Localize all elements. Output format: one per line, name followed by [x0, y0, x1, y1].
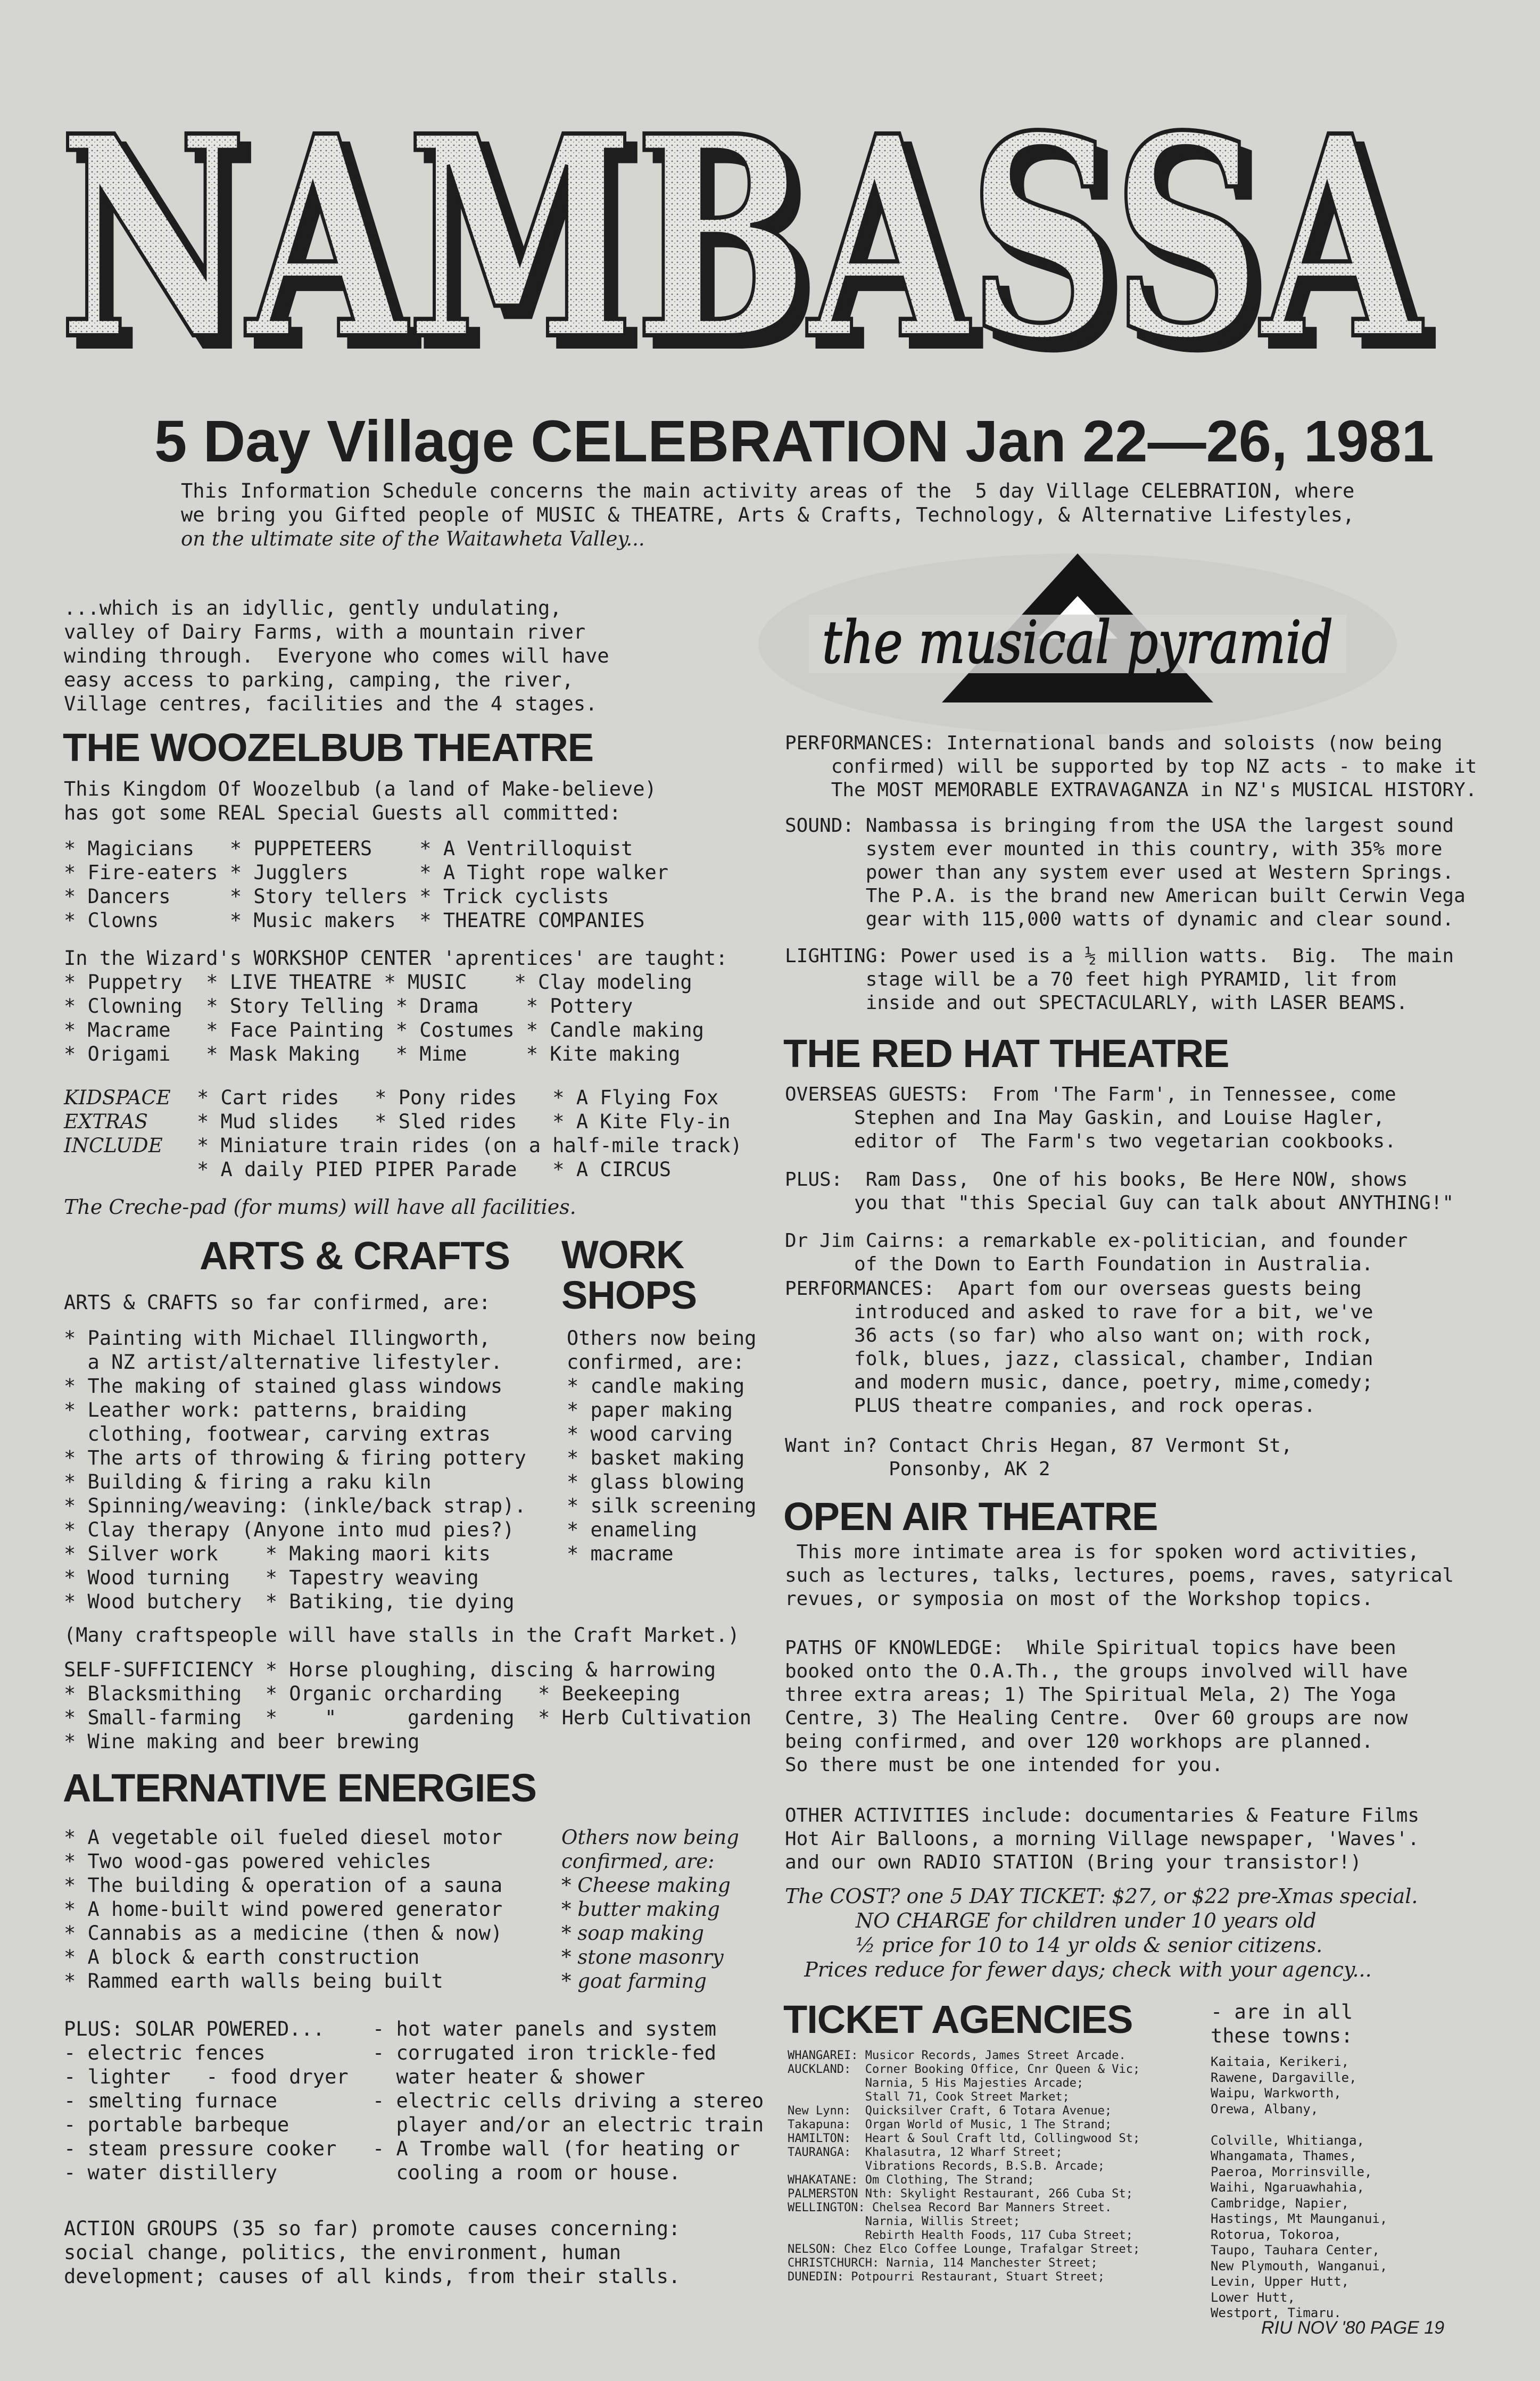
redhat-plus: PLUS: Ram Dass, One of his books, Be Here NOW, shows you that "this Special Guy can talk about ANYTHING!" — [785, 1169, 1454, 1214]
svg-text:NAMBASSA: NAMBASSA — [59, 76, 1426, 383]
intro-line-3: on the ultimate site of the Waitawheta Valley... — [181, 527, 645, 550]
page-footer: RIU NOV '80 PAGE 19 — [1261, 2318, 1445, 2338]
intro-line-1: This Information Schedule concerns the main activity areas of the 5 day Village CELEBRATION, where — [181, 479, 1355, 502]
pyramid-sound: SOUND: Nambassa is bringing from the USA the largest sound system ever mounted in this country, with 35% more power than any system ever used at Western Springs. The P.A. is the brand new American built Cerwin Vega gear with 115,000 watts of dynamic and clear sound. — [785, 815, 1466, 930]
other-activities: OTHER ACTIVITIES include: documentaries & Feature Films Hot Air Balloons, a morning Village newspaper, 'Waves'. and our own RADIO STATION (Bring your transistor!) — [785, 1805, 1420, 1873]
workshops-heading: WORK SHOPS — [561, 1233, 697, 1317]
ticket-agencies-heading: TICKET AGENCIES — [783, 1997, 1133, 2041]
redhat-contact: Want in? Contact Chris Hegan, 87 Vermont St, Ponsonby, AK 2 — [785, 1435, 1293, 1480]
paths-of-knowledge: PATHS OF KNOWLEDGE: While Spiritual topics have been booked onto the O.A.Th., the groups involved will have three extra areas; 1) The Spiritual Mela, 2) The Yoga Centre, 3) The Healing Centre. Over 60 groups are now being confirmed, and over 120 workhops are planned. So there must be one intended for you. — [785, 1637, 1408, 1776]
masthead-art — [43, 64, 1447, 383]
woozelbub-intro: This Kingdom Of Woozelbub (a land of Make-believe) has got some REAL Special Guests all committed: — [64, 778, 657, 824]
ticket-towns-list: Kaitaia, Kerikeri, Rawene, Dargaville, Waipu, Warkworth, Orewa, Albany, Colville, Whitianga, Whangamata, Thames, Paeroa, Morrinsville, Waihi, Ngaruawhahia, Cambridge, Napier, Hastings, Mt Maunganui, Rotorua, Tokoroa, Taupo, Tauhara Center, New Plymouth, Wanganui, Levin, Upper Hutt, Lower Hutt, Westport, Timaru. — [1211, 2054, 1388, 2320]
pyramid-logo-art — [745, 543, 1410, 734]
energies-heading: ALTERNATIVE ENERGIES — [63, 1766, 537, 1810]
creche-note: The Creche-pad (for mums) will have all facilities. — [64, 1195, 576, 1219]
svg-text:NAMBASSA: NAMBASSA — [69, 86, 1436, 383]
event-subtitle: 5 Day Village CELEBRATION Jan 22—26, 1981 — [154, 409, 1434, 474]
kidspace-list: * Cart rides * Pony rides * A Flying Fox * Mud slides * Sled rides * A Kite Fly-in * Miniature train rides (on a half-mile track) * A daily PIED PIPER Parade * A CIRCUS — [197, 1086, 742, 1181]
workshops-list: Others now being confirmed, are: * candle making * paper making * wood carving * basket making * glass blowing * silk screening * enameling * macrame — [567, 1327, 757, 1565]
ticket-agencies-list: WHANGAREI: Musicor Records, James Street Arcade. AUCKLAND: Corner Booking Office, Cnr Queen & Vic; Narnia, 5 His Majesties Arcade; Stall 71, Cook Street Market; New Lynn: Quicksilver Craft, 6 Totara Avenue; Takapuna: Organ World of Music, 1 The Strand; HAMILTON: Heart & Soul Craft ltd, Collingwood St; TAURANGA: Khalasutra, 12 Wharf Street; Vibrations Records, B.S.B. Arcade; WHAKATANE: Om Clothing, The Strand; PALMERSTON Nth: Skylight Restaurant, 266 Cuba St; WELLINGTON: Chelsea Record Bar Manners Street. Narnia, Willis Street; Rebirth Health Foods, 117 Cuba Street; NELSON: Chez Elco Coffee Lounge, Trafalgar Street; CHRISTCHURCH: Narnia, 114 Manchester Street; DUNEDIN: Potpourri Restaurant, Stuart Street; — [788, 2049, 1140, 2284]
redhat-overseas: OVERSEAS GUESTS: From 'The Farm', in Tennessee, come Stephen and Ina May Gaskin, and Louise Hagler, editor of The Farm's two vegetarian cookbooks. — [785, 1084, 1396, 1152]
redhat-performances: PERFORMANCES: Apart fom our overseas guests being introduced and asked to rave for a bit, we've 36 acts (so far) who also want on; with rock, folk, blues, jazz, classical, chamber, Indian and modern music, dance, poetry, mime,comedy; PLUS theatre companies, and rock operas. — [785, 1278, 1373, 1417]
woozelbub-heading: THE WOOZELBUB THEATRE — [63, 725, 594, 770]
craft-market-note: (Many craftspeople will have stalls in the Craft Market.) — [64, 1624, 740, 1647]
openair-intro: This more intimate area is for spoken word activities, such as lectures, talks, lectures, poems, raves, satyrical revues, or symposia on most of the Workshop topics. — [785, 1541, 1454, 1610]
self-sufficiency: SELF-SUFFICIENCY * Horse ploughing, discing & harrowing * Blacksmithing * Organic orcharding * Beekeeping * Small-farming * " gardening * Herb Cultivation * Wine making and beer brewing — [64, 1658, 752, 1753]
redhat-cairns: Dr Jim Cairns: a remarkable ex-politician, and founder of the Down to Earth Foundation in Australia. — [785, 1230, 1408, 1275]
ticket-towns-heading: - are in all these towns: — [1211, 2000, 1353, 2047]
arts-intro: ARTS & CRAFTS so far confirmed, are: — [64, 1291, 491, 1314]
pyramid-lighting: LIGHTING: Power used is a ½ million watts. Big. The main stage will be a 70 feet high PYRAMID, lit from inside and out SPECTACULARLY, with LASER BEAMS. — [785, 945, 1454, 1014]
musical-pyramid-logo — [745, 543, 1410, 734]
pyramid-performances: PERFORMANCES: International bands and soloists (now being confirmed) will be supported by top NZ acts - to make it The MOST MEMORABLE EXTRAVAGANZA in NZ's MUSICAL HISTORY. — [785, 732, 1477, 801]
intro-continuation: ...which is an idyllic, gently undulating, valley of Dairy Farms, with a mountain river winding through. Everyone who comes will have easy access to parking, camping, the river, Village centres, facilities and the 4 stages. — [64, 597, 609, 715]
svg-text:the musical pyramid: the musical pyramid — [822, 608, 1333, 676]
openair-heading: OPEN AIR THEATRE — [783, 1494, 1158, 1539]
woozelbub-workshop: In the Wizard's WORKSHOP CENTER 'aprentices' are taught: * Puppetry * LIVE THEATRE * MUSIC * Clay modeling * Clowning * Story Telling * Drama * Pottery * Macrame * Face Painting * Costumes * Candle making * Origami * Mask Making * Mime * Kite making — [64, 947, 728, 1065]
arts-heading: ARTS & CRAFTS — [200, 1234, 510, 1278]
woozelbub-guests: * Magicians * PUPPETEERS * A Ventrilloquist * Fire-eaters * Jugglers * A Tight rope walker * Dancers * Story tellers * Trick cyclists * Clowns * Music makers * THEATRE COMPANIES — [64, 837, 669, 932]
kidspace-label: KIDSPACE EXTRAS INCLUDE — [64, 1086, 171, 1157]
arts-list: * Painting with Michael Illingworth, a NZ artist/alternative lifestyler. * The making of stained glass windows * Leather work: patterns, braiding clothing, footwear, carving extras * The arts of throwing & firing pottery * Building & firing a raku kiln * Spinning/weaving: (inkle/back strap). * Clay therapy (Anyone into mud pies?) * Silver work * Making maori kits * Wood turning * Tapestry weaving * Wood butchery * Batiking, tie dying — [64, 1327, 526, 1613]
energies-others: Others now being confirmed, are: * Cheese making * butter making * soap making * stone masonry * goat farming — [561, 1826, 739, 1993]
redhat-heading: THE RED HAT THEATRE — [783, 1031, 1229, 1076]
energies-list: * A vegetable oil fueled diesel motor * Two wood-gas powered vehicles * The building & operation of a sauna * A home-built wind powered generator * Cannabis as a medicine (then & now) * A block & earth construction * Rammed earth walls being built — [64, 1826, 503, 1993]
action-groups: ACTION GROUPS (35 so far) promote causes concerning: social change, politics, the environment, human development; causes of all kinds, from their stalls. — [64, 2217, 681, 2288]
solar-list-left: PLUS: SOLAR POWERED... - electric fences - lighter - food dryer - smelting furnace - portable barbeque - steam pressure cooker - water distillery — [64, 2018, 349, 2184]
ticket-cost: The COST? one 5 DAY TICKET: $27, or $22 pre-Xmas special. NO CHARGE for children under 10 years old ½ price for 10 to 14 yr olds & senior citizens. Prices reduce for fewer days; check with your agency... — [785, 1884, 1418, 1981]
solar-list-right: - hot water panels and system - corrugated iron trickle-fed water heater & shower - electric cells driving a stereo player and/or an electric train - A Trombe wall (for heating or cooling a room or house. — [372, 2018, 764, 2184]
masthead-logo — [43, 64, 1447, 383]
intro-line-2: we bring you Gifted people of MUSIC & THEATRE, Arts & Crafts, Technology, & Alternative Lifestyles, — [181, 503, 1355, 526]
